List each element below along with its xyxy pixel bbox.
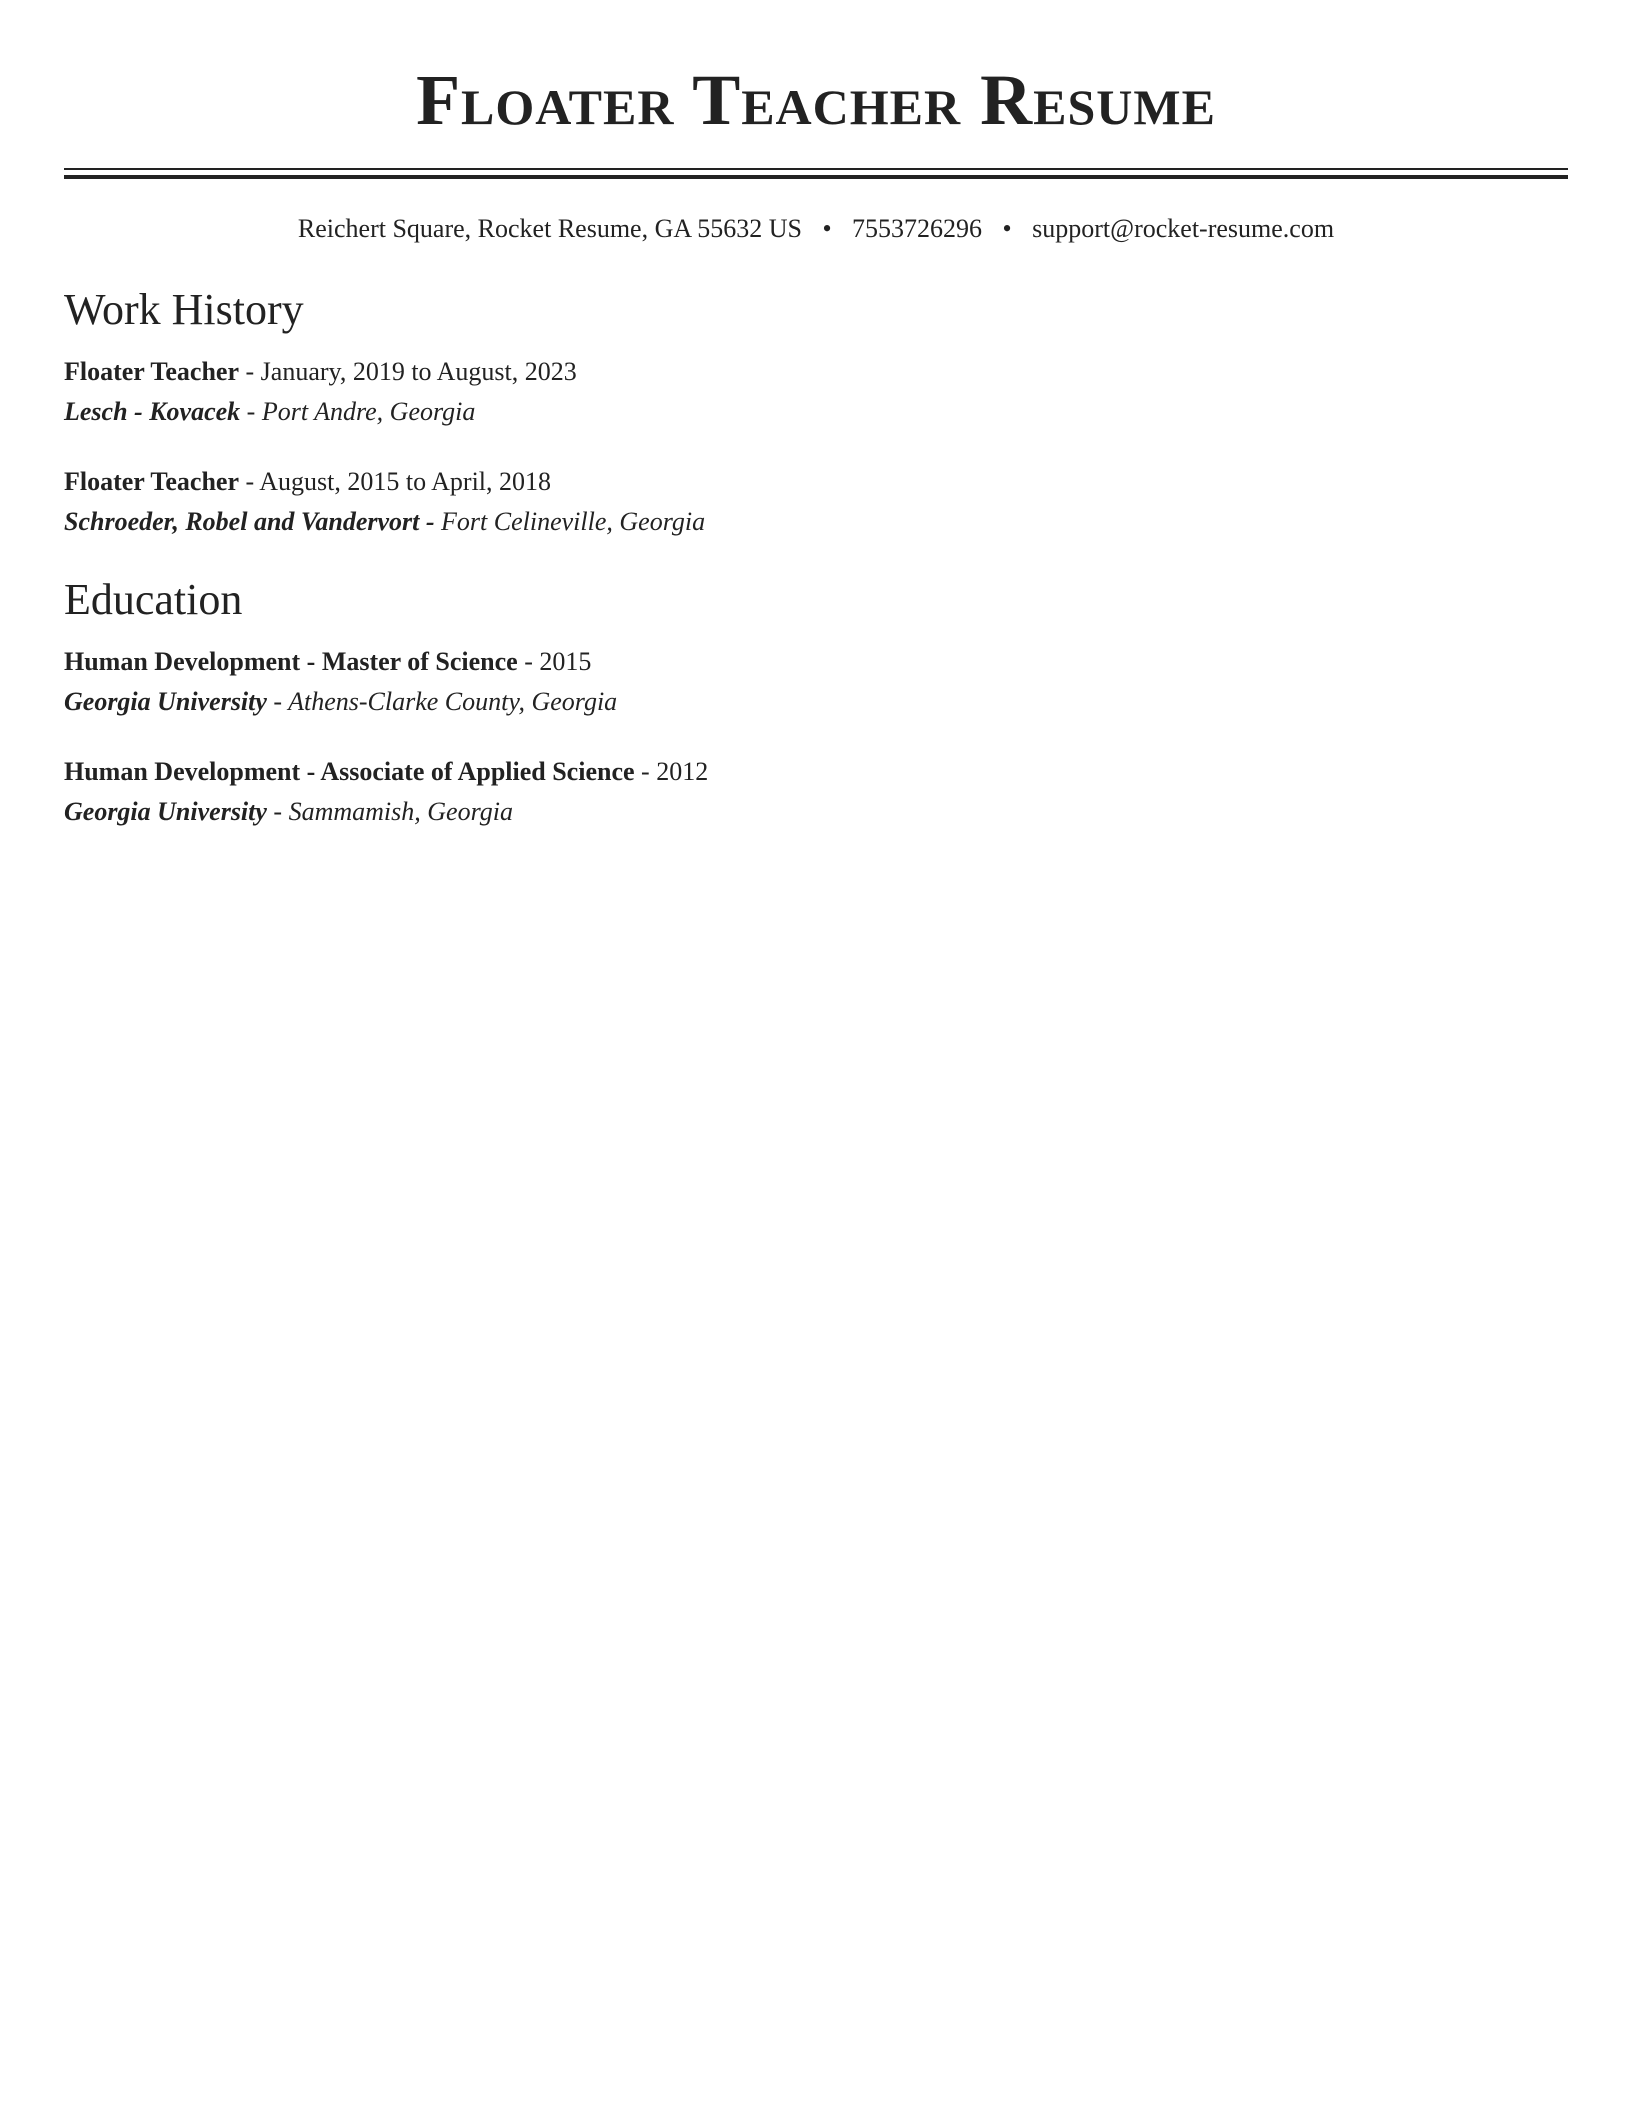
school-location: Sammamish, Georgia [288,797,513,826]
dash: - [273,797,283,826]
education-entry-title-line [64,642,1568,682]
work-entry [64,352,1568,432]
divider-line-thick [64,175,1568,179]
job-location: Fort Celineville, Georgia [441,507,706,536]
divider-line-thin [64,168,1568,170]
graduation-year: 2015 [539,647,592,676]
dash: - [524,647,533,676]
contact-address: Reichert Square, Rocket Resume, GA 55632 US [297,214,802,243]
contact-phone: 7553726296 [852,214,983,243]
resume-title: Floater Teacher Resume [416,60,1216,140]
education-entry-school-line [64,682,1568,722]
employer-name: Lesch - Kovacek [64,397,241,426]
work-entry-title-line [64,352,1568,392]
dash: - [245,467,255,496]
dash: - [273,687,283,716]
degree-name: Human Development - Associate of Applied Science [64,757,635,786]
job-location: Port Andre, Georgia [261,397,476,426]
graduation-year: 2012 [656,757,709,786]
contact-line [64,214,1568,244]
contact-separator: • [1002,214,1012,243]
education-heading: Education [64,575,243,624]
dash: - [425,507,435,536]
work-entry [64,462,1568,542]
school-location: Athens-Clarke County, Georgia [288,687,618,716]
contact-email: support@rocket-resume.com [1032,214,1335,243]
education-entry [64,752,1568,832]
work-entry-employer-line [64,392,1568,432]
contact-separator: • [822,214,832,243]
resume-page [64,0,1568,832]
job-role: Floater Teacher [64,357,239,386]
job-dates: August, 2015 to April, 2018 [259,467,552,496]
school-name: Georgia University [64,687,267,716]
education-entry-school-line [64,792,1568,832]
work-entry-title-line [64,462,1568,502]
dash: - [245,357,255,386]
job-role: Floater Teacher [64,467,239,496]
employer-name: Schroeder, Robel and Vandervort [64,507,420,536]
work-history-heading: Work History [64,285,304,334]
education-entry-title-line [64,752,1568,792]
school-name: Georgia University [64,797,267,826]
work-entry-employer-line [64,502,1568,542]
job-dates: January, 2019 to August, 2023 [260,357,577,386]
dash: - [246,397,256,426]
title-divider [64,168,1568,180]
education-entry [64,642,1568,722]
dash: - [641,757,650,786]
degree-name: Human Development - Master of Science [64,647,518,676]
